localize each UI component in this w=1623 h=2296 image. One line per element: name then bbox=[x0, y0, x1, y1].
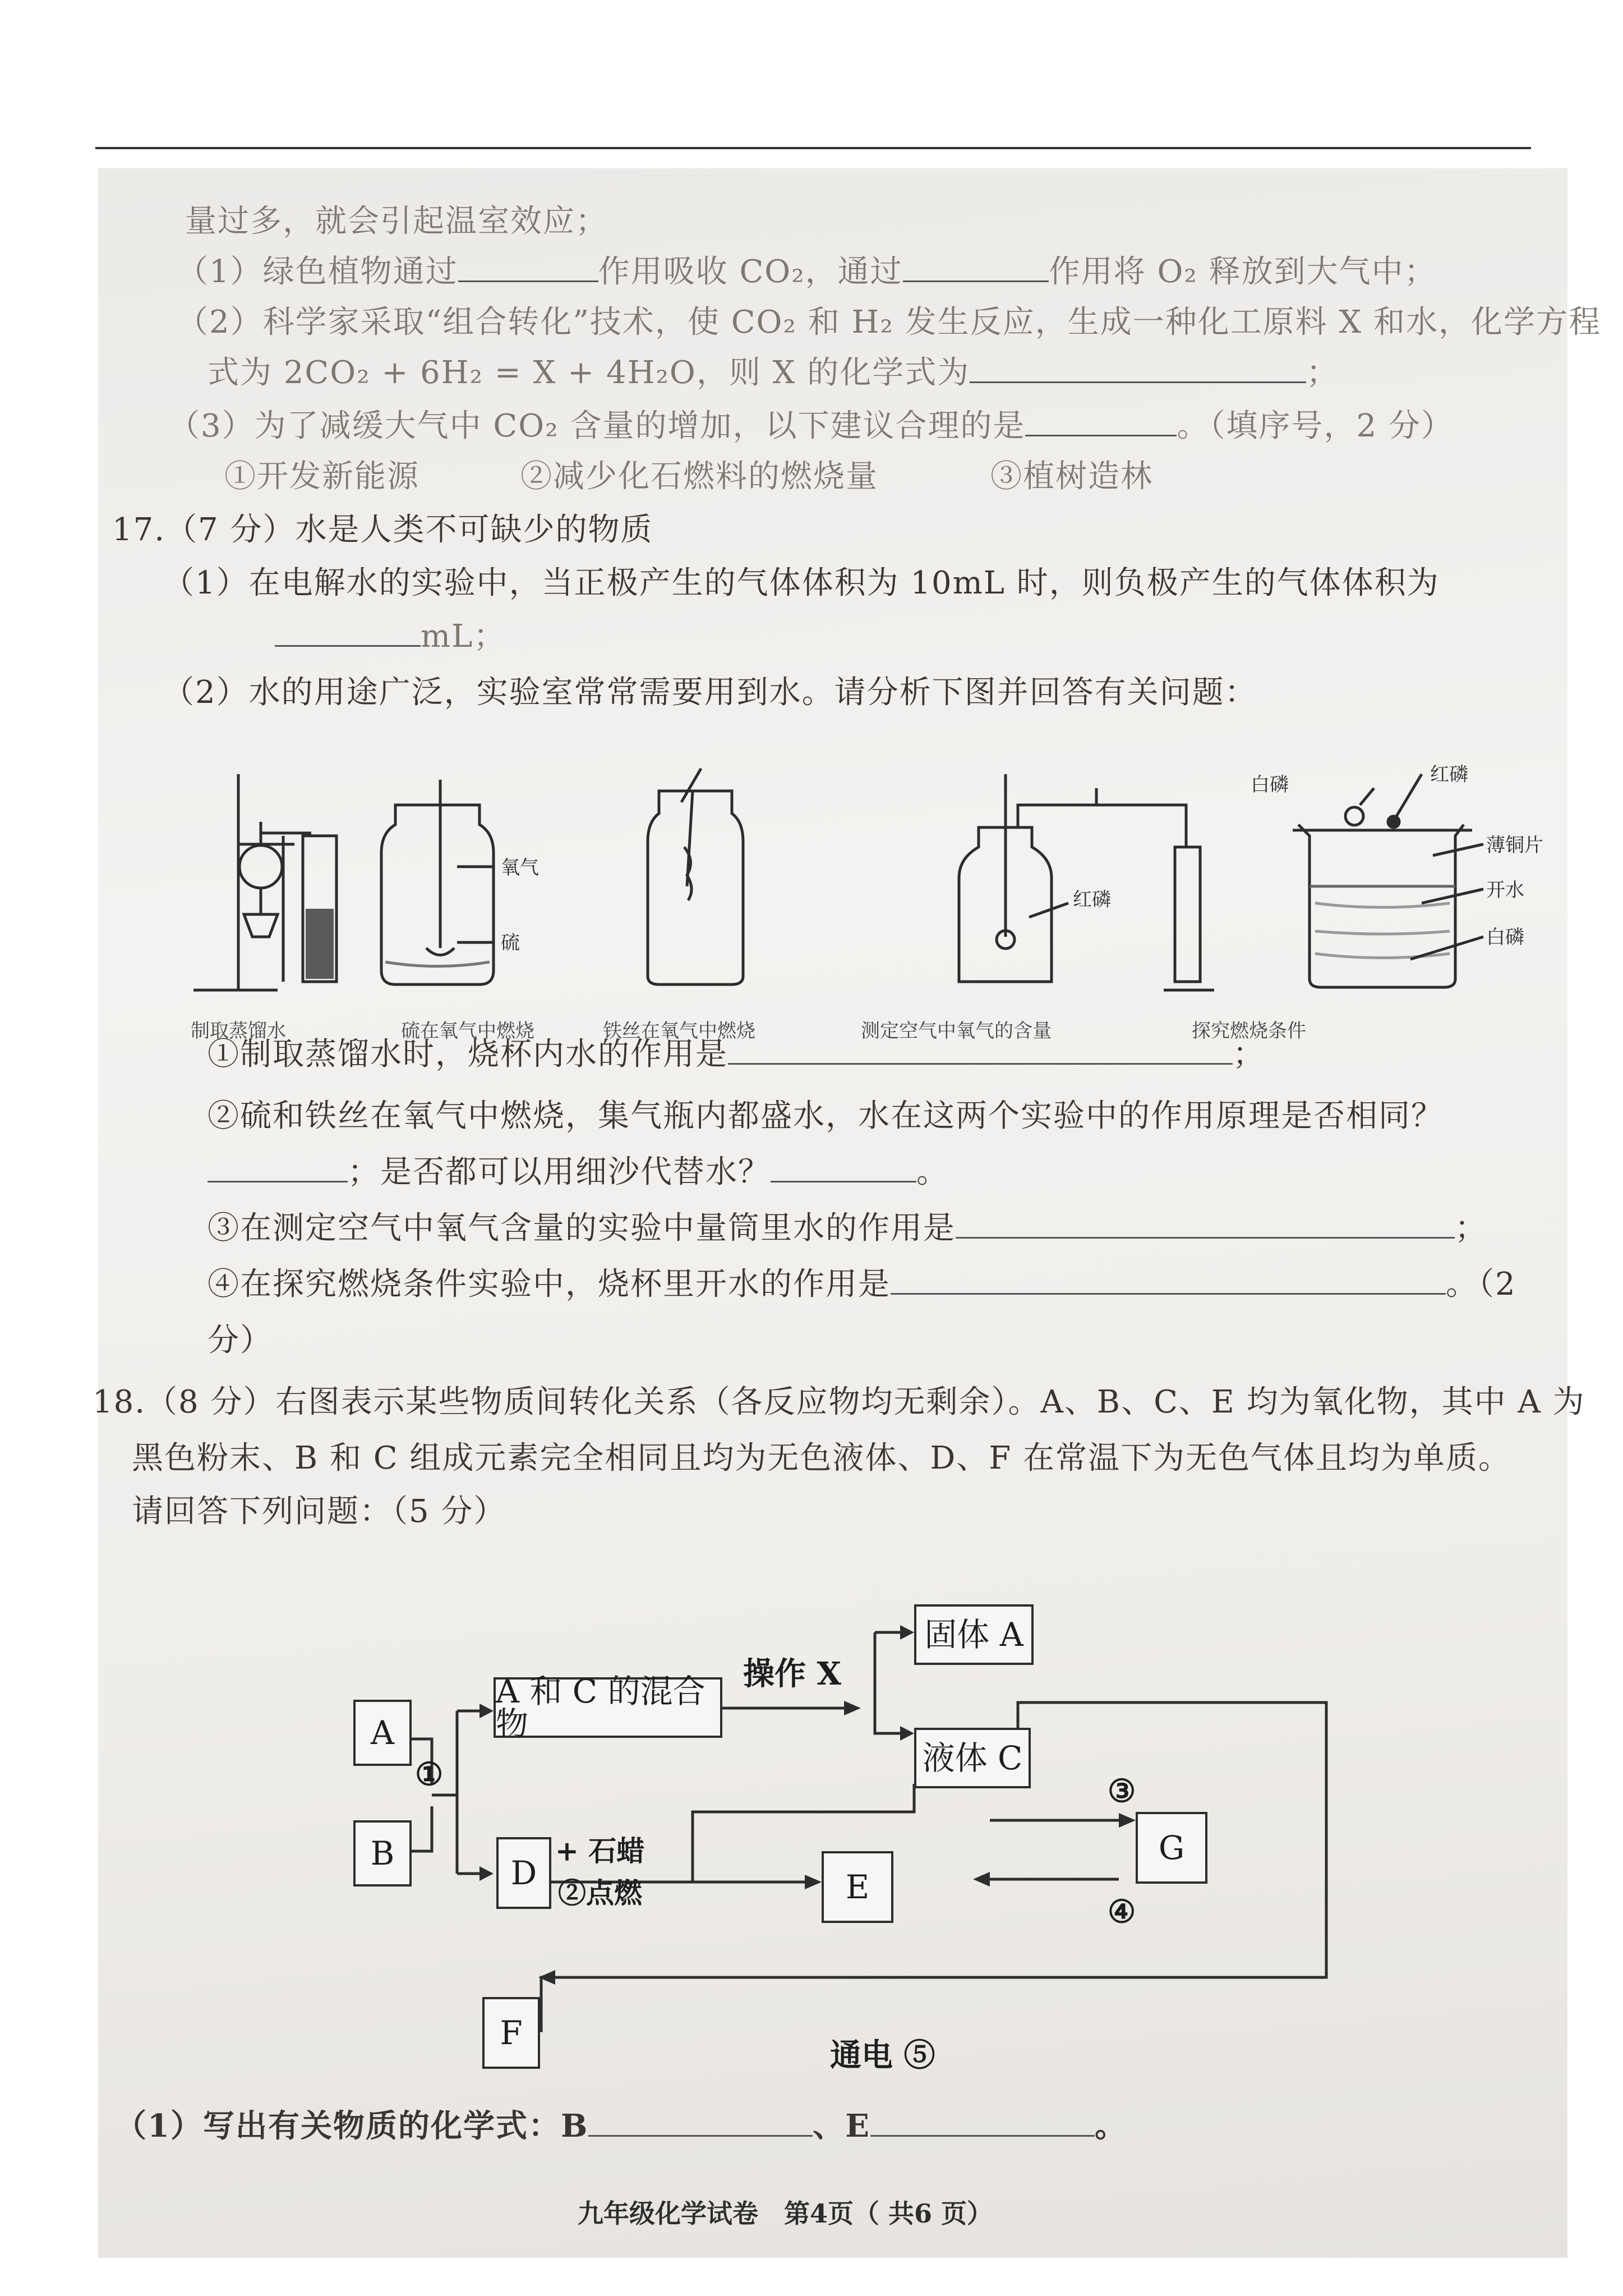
label-hot-water: 开水 bbox=[1486, 879, 1524, 901]
label-step1: ① bbox=[415, 1756, 444, 1793]
node-D: D bbox=[496, 1837, 551, 1909]
caption-iron: 铁丝在氧气中燃烧 bbox=[603, 1020, 755, 1042]
label-copper-sheet: 薄铜片 bbox=[1486, 834, 1543, 857]
node-B: B bbox=[353, 1820, 412, 1887]
q17-sub4-tail: 分） bbox=[208, 1322, 273, 1359]
node-E: E bbox=[822, 1851, 893, 1923]
label-ignite: ②点燃 bbox=[558, 1876, 642, 1910]
q16-part2-eq: 式为 2CO₂ + 6H₂ = X + 4H₂O，则 X 的化学式为 ； bbox=[208, 355, 1339, 391]
caption-sulfur: 硫在氧气中燃烧 bbox=[401, 1020, 534, 1042]
q17-part1: （1）在电解水的实验中，当正极产生的气体体积为 10mL 时，则负极产生的气体体积为 bbox=[163, 565, 1440, 601]
page-footer: 九年级化学试卷 第4页（ 共6 页） bbox=[578, 2198, 993, 2229]
caption-distillation: 制取蒸馏水 bbox=[191, 1020, 286, 1042]
exam-page-photo bbox=[93, 168, 1602, 2258]
q17-part2: （2）水的用途广泛，实验室常常需要用到水。请分析下图并回答有关问题： bbox=[163, 674, 1257, 711]
node-G: G bbox=[1136, 1812, 1207, 1884]
label-white-phosphorus-top: 白磷 bbox=[1251, 774, 1289, 796]
q18-line1: 18.（8 分）右图表示某些物质间转化关系（各反应物均无剩余）。A、B、C、E 均为氧化物，其中 A 为 bbox=[93, 1384, 1585, 1420]
q18-answer1: （1）写出有关物质的化学式：B 、E 。 bbox=[115, 2108, 1127, 2145]
q17-sub2: ②硫和铁丝在氧气中燃烧，集气瓶内都盛水，水在这两个实验中的作用原理是否相同？ bbox=[208, 1098, 1444, 1134]
node-liquid-C: 液体 C bbox=[914, 1728, 1031, 1788]
q17-sub1: ①制取蒸馏水时，烧杯内水的作用是 ； bbox=[208, 1036, 1265, 1073]
label-electrolysis: 通电 ⑤ bbox=[830, 2037, 935, 2074]
caption-oxygen-content: 测定空气中氧气的含量 bbox=[861, 1020, 1052, 1042]
label-red-phosphorus: 红磷 bbox=[1073, 889, 1111, 911]
q17-sub4: ④在探究燃烧条件实验中，烧杯里开水的作用是 。（2 bbox=[208, 1266, 1516, 1303]
label-red-phosphorus-top: 红磷 bbox=[1430, 763, 1468, 786]
node-mixture: A 和 C 的混合物 bbox=[494, 1677, 722, 1738]
label-paraffin: + 石蜡 bbox=[555, 1834, 645, 1867]
label-step4: ④ bbox=[1108, 1893, 1136, 1930]
node-A: A bbox=[353, 1700, 412, 1766]
q18-line2: 黑色粉末、B 和 C 组成元素完全相同且均为无色液体、D、F 在常温下为无色气体且均为单质。 bbox=[132, 1440, 1511, 1476]
q16-part3: （3）为了减缓大气中 CO₂ 含量的增加，以下建议合理的是 。（填序号，2 分） bbox=[168, 408, 1454, 444]
q17-sub2-answers: ；是否都可以用细沙代替水？ 。 bbox=[208, 1153, 949, 1192]
q16-part1: （1）绿色植物通过 作用吸收 CO₂，通过 作用将 O₂ 释放到大气中； bbox=[177, 254, 1437, 290]
label-white-phosphorus-bottom: 白磷 bbox=[1486, 926, 1524, 949]
q17-part1-blank: mL； bbox=[275, 617, 506, 656]
label-step3: ③ bbox=[1108, 1773, 1136, 1810]
node-F: F bbox=[482, 1997, 540, 2069]
header-rule bbox=[95, 147, 1531, 149]
q17-heading: 17.（7 分）水是人类不可缺少的物质 bbox=[112, 512, 653, 548]
caption-combustion-conditions: 探究燃烧条件 bbox=[1192, 1020, 1306, 1042]
answer-blank-E[interactable] bbox=[870, 2110, 1095, 2137]
answer-blank-B[interactable] bbox=[588, 2110, 813, 2137]
q18-line3: 请回答下列问题：（5 分） bbox=[132, 1493, 506, 1530]
label-oxygen: 氧气 bbox=[501, 857, 539, 879]
label-sulfur: 硫 bbox=[501, 932, 520, 954]
q16-options: ①开发新能源 ②减少化石燃料的燃烧量 ③植树造林 bbox=[224, 458, 1153, 495]
q16-part2: （2）科学家采取“组合转化”技术，使 CO₂ 和 H₂ 发生反应，生成一种化工原料 X 和水，化学方程 bbox=[177, 304, 1602, 341]
flow-connectors bbox=[98, 168, 1567, 2258]
q17-sub3: ③在测定空气中氧气含量的实验中量筒里水的作用是 ； bbox=[208, 1210, 1487, 1246]
label-operation-x: 操作 X bbox=[743, 1655, 841, 1692]
q16-line0: 量过多，就会引起温室效应； bbox=[185, 203, 608, 240]
node-solid-A: 固体 A bbox=[914, 1604, 1034, 1665]
